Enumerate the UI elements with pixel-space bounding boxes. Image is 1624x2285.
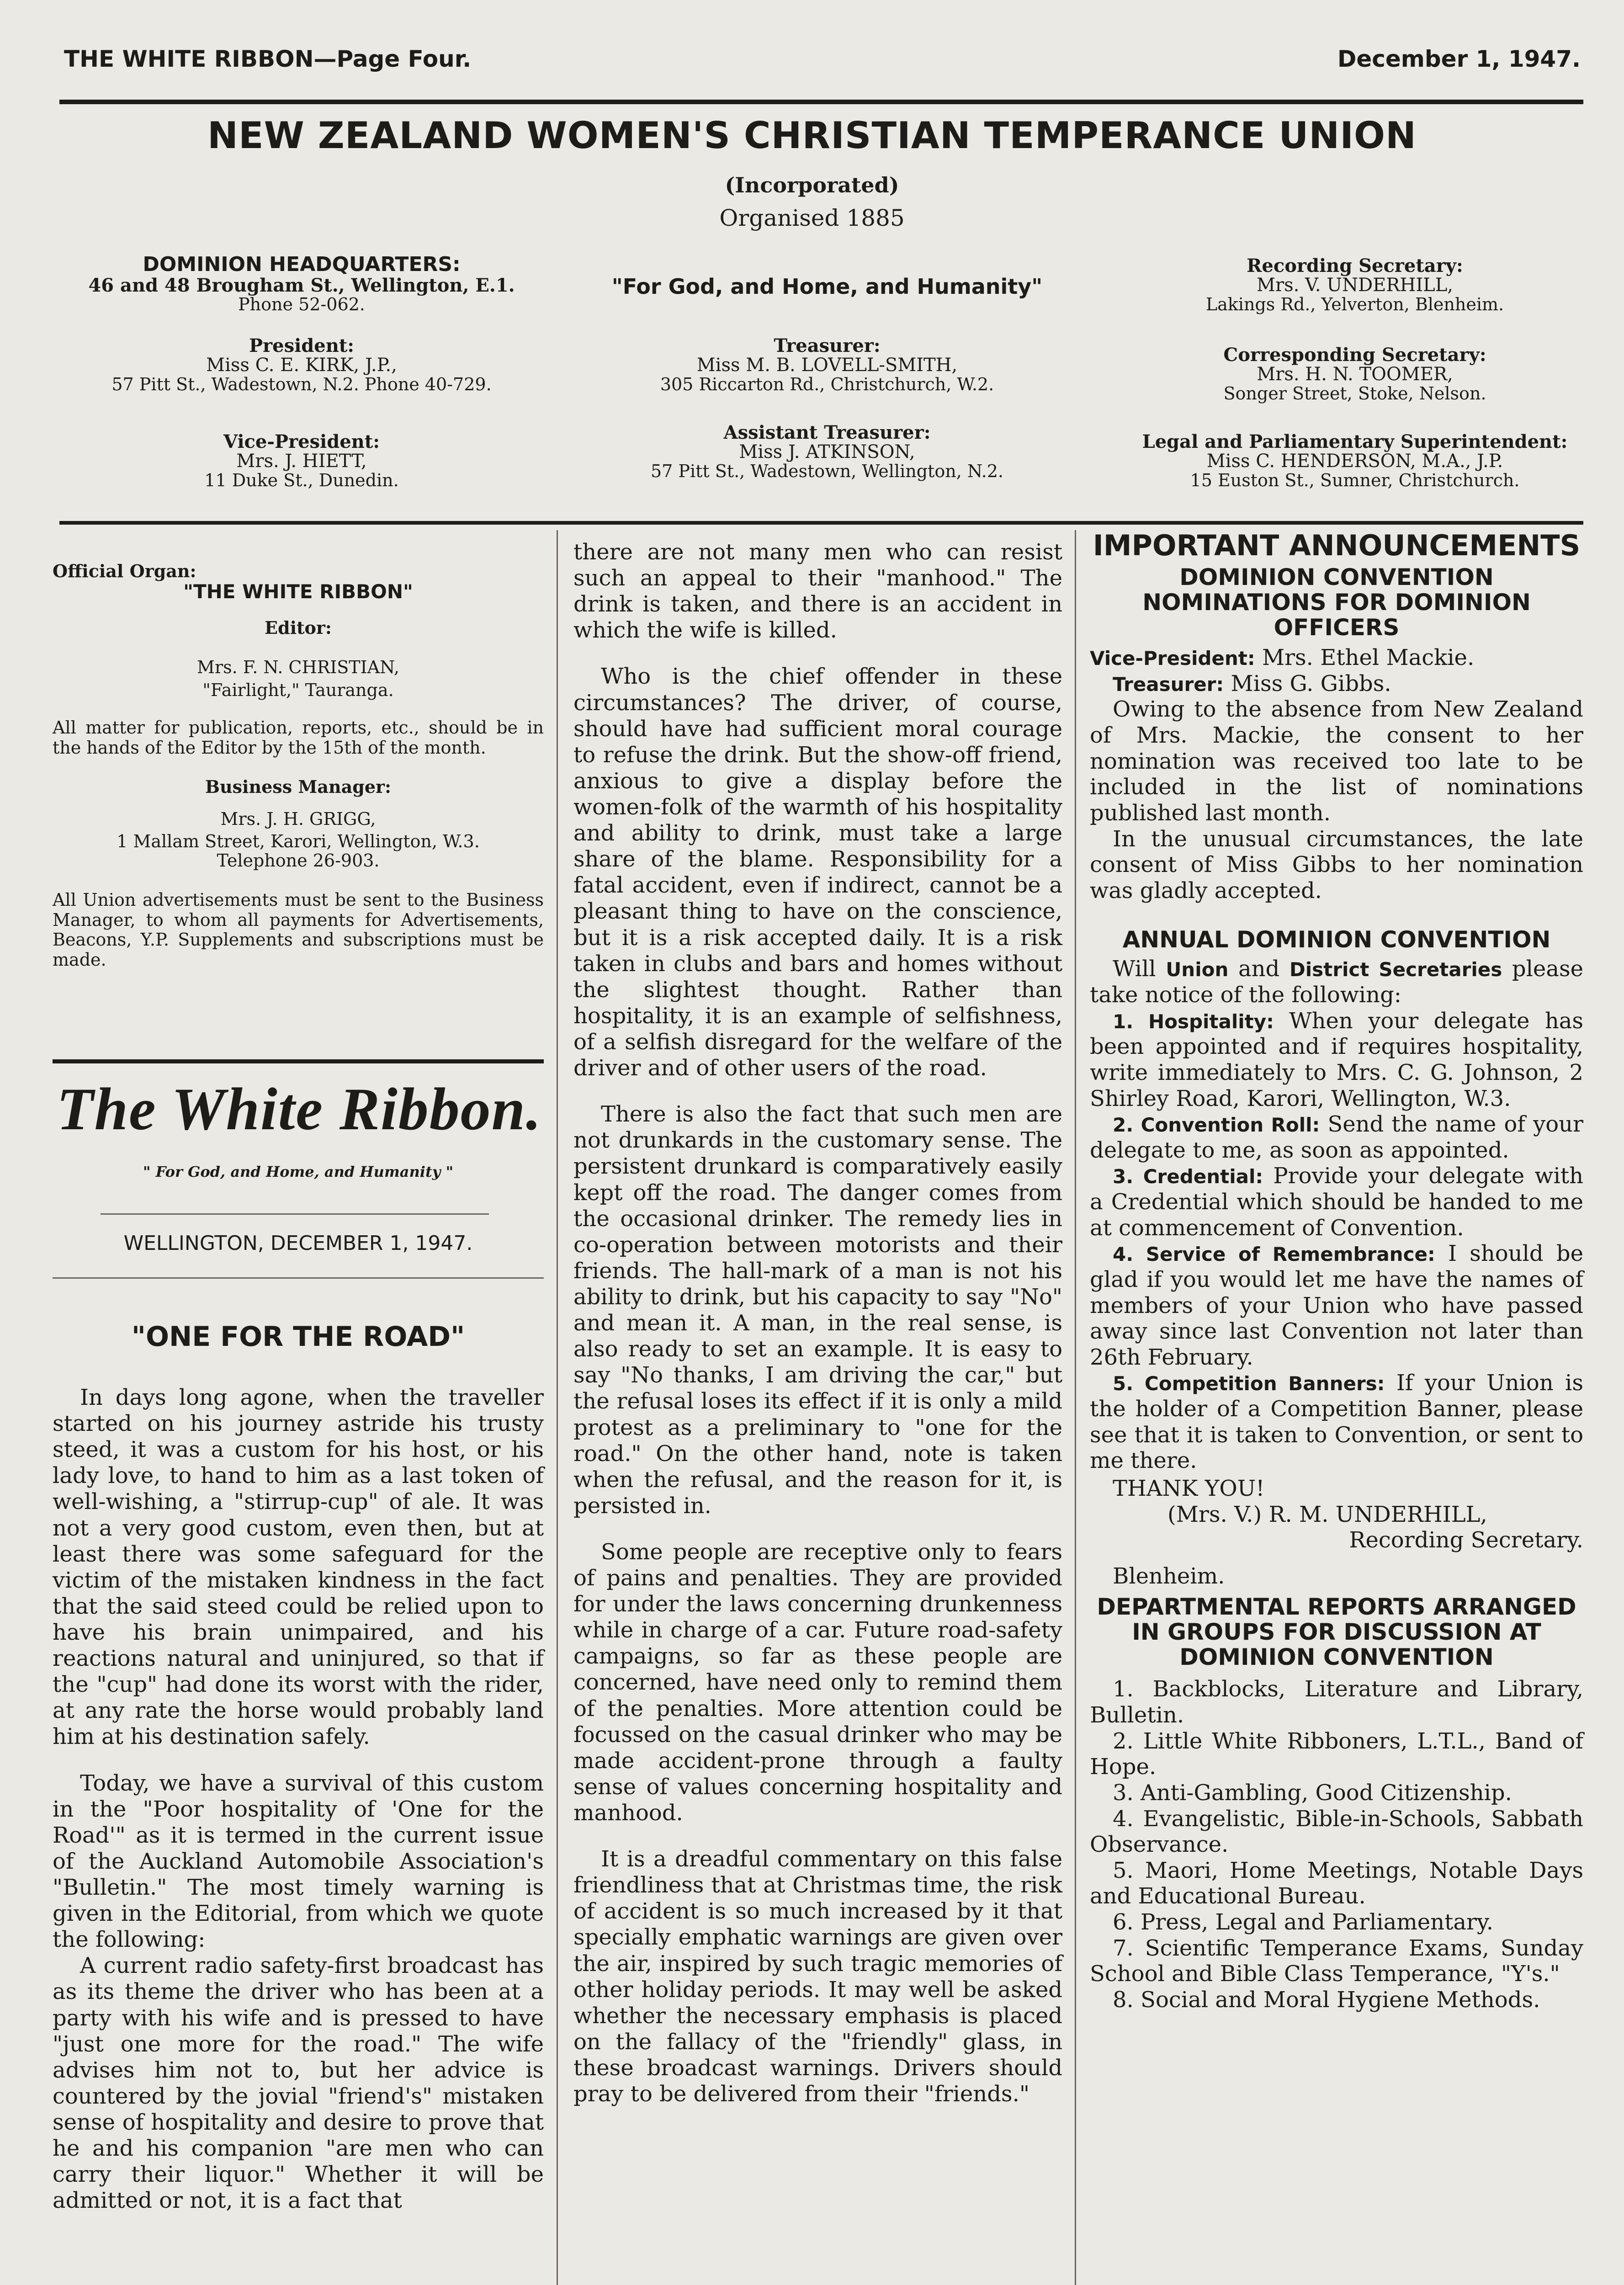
middle-column [573, 539, 1062, 2127]
convention-item: 1. Hospitality: When your delegate has been appointed and if requires hospitality, write immediately to Mrs. C. G. Johnson, 2 Shirley Road, Karori, Wellington, W.3. [1090, 1008, 1583, 1111]
hq-phone: Phone 52-062. [238, 294, 365, 314]
announcements-title: IMPORTANT ANNOUNCEMENTS [1093, 529, 1581, 562]
corresponding-secretary-label: Corresponding Secretary: [1223, 344, 1486, 366]
treasurer-block [567, 336, 1088, 394]
department-group: 5. Maori, Home Meetings, Notable Days and Educational Bureau. [1090, 1857, 1583, 1909]
nomination-treasurer-label: Treasurer: [1113, 673, 1224, 696]
convention-item: 5. Competition Banners: If your Union is the holder of a Competition Banner, please see that it is taken to Convention, or sent to me there. [1090, 1370, 1584, 1474]
assistant-treasurer-block [567, 423, 1088, 481]
treasurer-name: Miss M. B. LOVELL-SMITH, [696, 355, 958, 376]
nameplate-motto: " For God, and Home, and Humanity " [143, 1163, 454, 1180]
column-divider-1 [557, 530, 558, 2285]
organised-label: Organised 1885 [719, 205, 905, 231]
article-title: "ONE FOR THE ROAD" [131, 1321, 465, 1353]
editor-label: Editor: [265, 617, 332, 638]
business-manager-note: All Union advertisements must be sent to the Business Manager, to whom all payments for Advertisements, Beacons, Y.P. Supplements and subscriptions must be made. [53, 890, 544, 970]
vice-president-name: Mrs. J. HIETT, [236, 451, 367, 472]
nomination-vp-value: Mrs. Ethel Mackie. [1262, 645, 1475, 671]
legal-superintendent-name: Miss C. HENDERSON, M.A., J.P. [1206, 451, 1503, 472]
article-paragraph: It is a dreadful commentary on this false friendliness that at Christmas time, the risk of accident is so much increased by it that specially emphatic warnings are given over the air, inspired by such tragic memories of other holiday periods. It may well be asked whether the necessary emphasis is placed on the fallacy of the "friendly" glass, in these broadcast warnings. Drivers should pray to be delivered from their "friends." [573, 1846, 1062, 2107]
dateline: WELLINGTON, DECEMBER 1, 1947. [123, 1232, 473, 1255]
union-motto: "For God, and Home, and Humanity" [611, 274, 1043, 299]
department-groups-list [1090, 1676, 1583, 2013]
business-manager-phone: Telephone 26-903. [217, 850, 380, 871]
department-group: 3. Anti-Gambling, Good Citizenship. [1113, 1780, 1512, 1806]
signature-name: (Mrs. V.) R. M. UNDERHILL, [1168, 1501, 1487, 1527]
vice-president-label: Vice-President: [223, 431, 380, 452]
left-column [53, 560, 544, 970]
running-header-right: December 1, 1947. [1337, 46, 1581, 72]
business-manager-name: Mrs. J. H. GRIGG, [220, 808, 376, 829]
headquarters-block [50, 254, 553, 314]
recording-secretary-address: Lakings Rd., Yelverton, Blenheim. [1205, 294, 1504, 315]
nomination-treasurer-value: Miss G. Gibbs. [1231, 670, 1391, 696]
right-column [1090, 530, 1583, 2013]
annual-intro: Will Union and District Secretaries please take notice of the following: [1090, 956, 1583, 1008]
assistant-treasurer-label: Assistant Treasurer: [723, 422, 931, 443]
column-divider-2 [1075, 530, 1076, 2285]
recording-secretary-block [1097, 256, 1613, 314]
running-header-left: THE WHITE RIBBON—Page Four. [64, 46, 472, 72]
department-group: 6. Press, Legal and Parliamentary. [1113, 1909, 1493, 1935]
hq-address: 46 and 48 Brougham St., Wellington, E.1. [88, 274, 515, 296]
treasurer-address: 305 Riccarton Rd., Christchurch, W.2. [660, 374, 994, 395]
corresponding-secretary-block [1097, 345, 1613, 403]
announcement-paragraph: Owing to the absence from New Zealand of Mrs. Mackie, the consent to her nomination was received too late to be included in the list of nominations published last month. [1090, 696, 1583, 826]
dateline-rule-bottom [53, 1277, 544, 1279]
president-block [50, 336, 553, 394]
departmental-reports-title: DEPARTMENTAL REPORTS ARRANGED IN GROUPS FOR DISCUSSION AT DOMINION CONVENTION [1097, 1594, 1576, 1671]
recording-secretary-name: Mrs. V. UNDERHILL, [1257, 275, 1453, 296]
legal-superintendent-address: 15 Euston St., Sumner, Christchurch. [1190, 470, 1520, 491]
legal-superintendent-block [1097, 432, 1613, 490]
corresponding-secretary-address: Songer Street, Stoke, Nelson. [1223, 383, 1486, 404]
article-paragraph: A current radio safety-first broadcast has as its theme the driver who has been at a party with his wife and is pressed to have "just one more for the road." The wife advises him not to, but her advice is countered by the jovial "friend's" mistaken sense of hospitality and desire to prove that he and his companion "are men who can carry their liquor." Whether it will be admitted or not, it is a fact that [53, 1953, 544, 2214]
hq-label: DOMINION HEADQUARTERS: [143, 253, 461, 276]
assistant-treasurer-address: 57 Pitt St., Wadestown, Wellington, N.2. [651, 461, 1003, 482]
president-label: President: [249, 335, 355, 356]
department-group: 2. Little White Ribboners, L.T.L., Band of Hope. [1090, 1728, 1583, 1780]
official-organ: "THE WHITE RIBBON" [183, 580, 413, 603]
department-group: 8. Social and Moral Hygiene Methods. [1113, 1987, 1540, 2013]
department-group: 7. Scientific Temperance Exams, Sunday School and Bible Class Temperance, "Y's." [1090, 1935, 1583, 1987]
article-paragraph: there are not many men who can resist such an appeal to their "manhood." The drink is taken, and there is an accident in which the wife is killed. [573, 539, 1062, 643]
dateline-rule-top [101, 1213, 489, 1215]
article-paragraph: In days long agone, when the traveller started on his journey astride his trusty steed, it was a custom for his host, or his lady love, to hand to him as a last token of well-wishing, a "stirrup-cup" of ale. It was not a very good custom, even then, but at least there was some safeguard for the victim of the mistaken kindness in the fact that the said steed could be relied upon to have his brain unimpaired, and his reactions natural and uninjured, so that if the "cup" had done its worst with the rider, at any rate the horse would probably land him at his destination safely. [53, 1385, 544, 1750]
article-body-left [53, 1385, 544, 2234]
official-organ-label: Official Organ: [53, 561, 196, 581]
editor-name: Mrs. F. N. CHRISTIAN, [197, 657, 399, 678]
officers-rule [59, 521, 1583, 525]
convention-item: 2. Convention Roll: Send the name of your delegate to me, as soon as appointed. [1090, 1111, 1583, 1163]
assistant-treasurer-name: Miss J. ATKINSON, [739, 441, 915, 463]
nominations-title: DOMINION CONVENTION NOMINATIONS FOR DOMINION OFFICERS [1142, 564, 1531, 641]
article-paragraph: Today, we have a survival of this custom in the "Poor hospitality of 'One for the Road'" as it is termed in the current issue of the Auckland Automobile Association's "Bulletin." The most timely warning is given in the Editorial, from which we quote the following: [53, 1770, 544, 1953]
business-manager-label: Business Manager: [205, 776, 392, 797]
incorporated-label: (Incorporated) [725, 173, 899, 197]
convention-item: 4. Service of Remembrance: I should be glad if you would let me have the names of members of your Union who have passed away since last Convention not later than 26th February. [1090, 1241, 1583, 1370]
nomination-vp-label: Vice-President: [1090, 647, 1255, 670]
annual-convention-title: ANNUAL DOMINION CONVENTION [1122, 926, 1551, 953]
masthead-title: NEW ZEALAND WOMEN'S CHRISTIAN TEMPERANCE UNION [207, 114, 1417, 157]
nomination-treasurer [1090, 671, 1583, 697]
nameplate: The White Ribbon. [56, 1075, 542, 1142]
convention-item: 3. Credential: Provide your delegate with a Credential which should be handed to me at commencement of Convention. [1090, 1163, 1584, 1241]
business-manager-address: 1 Mallam Street, Karori, Wellington, W.3. [117, 831, 480, 852]
corresponding-secretary-name: Mrs. H. N. TOOMER, [1257, 364, 1453, 385]
treasurer-label: Treasurer: [774, 335, 881, 356]
signature-title: Recording Secretary. [1349, 1527, 1583, 1553]
header-rule [59, 100, 1583, 104]
nomination-vice-president [1090, 645, 1583, 671]
article-paragraph: Some people are receptive only to fears of pains and penalties. They are provided for under the laws concerning drunkenness while in charge of a car. Future road-safety campaigns, so far as these people are concerned, have need only to remind them of the penalties. More attention could be focussed on the casual drinker who may be made accident-prone through a faulty sense of values concerning hospitality and manhood. [573, 1539, 1062, 1826]
president-name: Miss C. E. KIRK, J.P., [206, 355, 397, 376]
president-address: 57 Pitt St., Wadestown, N.2. Phone 40-729. [111, 374, 492, 395]
editor-note: All matter for publication, reports, etc., should be in the hands of the Editor by the 15th of the month. [53, 717, 544, 758]
announcement-paragraph: In the unusual circumstances, the late consent of Miss Gibbs to her nomination was gladly accepted. [1090, 826, 1583, 903]
legal-superintendent-label: Legal and Parliamentary Superintendent: [1142, 431, 1568, 452]
recording-secretary-label: Recording Secretary: [1247, 255, 1463, 276]
nameplate-rule-top [53, 1059, 544, 1063]
editor-address: "Fairlight," Tauranga. [202, 680, 394, 700]
article-paragraph: Who is the chief offender in these circumstances? The driver, of course, should have had sufficient moral courage to refuse the drink. But the show-off friend, anxious to give a display before the women-folk of the warmth of his hospitality and ability to drink, must take a large share of the blame. Responsibility for a fatal accident, even if indirect, cannot be a pleasant thing to have on the conscience, but it is a risk accepted daily. It is a risk taken in clubs and bars and homes without the slightest thought. Rather than hospitality, it is an example of selfishness, of a selfish disregard for the welfare of the driver and of other users of the road. [573, 664, 1062, 1081]
article-paragraph: There is also the fact that such men are not drunkards in the customary sense. The persistent drunkard is comparatively easily kept off the road. The danger comes from the occasional drinker. The remedy lies in co-operation between motorists and their friends. The hall-mark of a man is not his ability to drink, but his capacity to say "No" and mean it. A man, in the real sense, is also ready to set an example. It is easy to say "No thanks, I am driving the car," but the refusal loses its effect if it is only a mild protest as a preliminary to "one for the road." On the other hand, note is taken when the refusal, and the reason for it, is persisted in. [573, 1101, 1062, 1519]
signature-place: Blenheim. [1113, 1563, 1225, 1589]
department-group: 1. Backblocks, Literature and Library, Bulletin. [1090, 1676, 1583, 1728]
vice-president-block [50, 432, 553, 490]
thank-you: THANK YOU! [1113, 1475, 1265, 1501]
vice-president-address: 11 Duke St., Dunedin. [204, 470, 399, 491]
department-group: 4. Evangelistic, Bible-in-Schools, Sabbath Observance. [1090, 1806, 1583, 1858]
